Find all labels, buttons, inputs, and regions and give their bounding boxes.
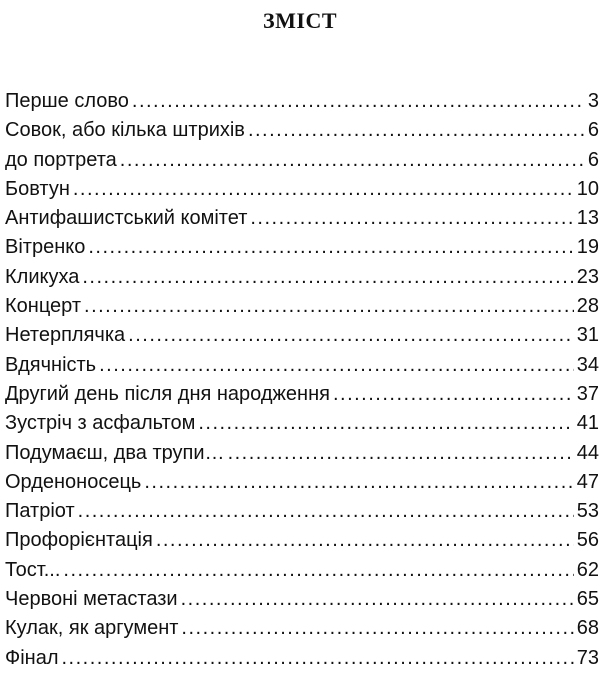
toc-entry-title: Перше слово bbox=[5, 90, 129, 112]
toc-entry-title: Фінал bbox=[5, 646, 59, 669]
dot-leader bbox=[250, 204, 573, 233]
dot-leader bbox=[120, 146, 584, 175]
toc-entry-page-number: 3 bbox=[587, 90, 599, 112]
toc-entry-page-number: 13 bbox=[576, 207, 599, 230]
toc-entry bbox=[5, 556, 599, 585]
toc-entry bbox=[5, 321, 599, 350]
toc-entry-title: Бовтун bbox=[5, 177, 70, 200]
toc-entry bbox=[5, 87, 599, 116]
toc-entry bbox=[5, 439, 599, 468]
dot-leader bbox=[132, 87, 584, 116]
dot-leader bbox=[144, 468, 573, 497]
toc-entry bbox=[5, 351, 599, 380]
toc-entry-page-number: 56 bbox=[576, 529, 599, 552]
toc-entry bbox=[5, 292, 599, 321]
toc-entry bbox=[5, 146, 599, 175]
toc-entry-title: Концерт bbox=[5, 295, 82, 318]
toc-entry-page-number: 41 bbox=[576, 412, 599, 435]
dot-leader bbox=[78, 497, 574, 526]
toc-entry bbox=[5, 526, 599, 555]
toc-entry-title: Совок, або кілька штрихів bbox=[5, 119, 245, 142]
toc-entry-page-number: 37 bbox=[576, 382, 599, 405]
toc-entry bbox=[5, 644, 599, 673]
dot-leader bbox=[181, 585, 574, 614]
toc-entry-title: Вітренко bbox=[5, 236, 86, 259]
dot-leader bbox=[63, 556, 573, 585]
toc-entry-page-number: 47 bbox=[576, 470, 599, 493]
dot-leader bbox=[128, 321, 574, 350]
toc-entry-page-number: 6 bbox=[587, 119, 599, 142]
toc-entry-title: Кулак, як аргумент bbox=[5, 617, 179, 640]
table-of-contents bbox=[5, 87, 599, 673]
toc-entry bbox=[5, 468, 599, 497]
toc-entry-page-number: 44 bbox=[576, 441, 599, 464]
toc-entry-page-number: 53 bbox=[576, 500, 599, 523]
dot-leader bbox=[181, 614, 573, 643]
toc-entry-page-number: 23 bbox=[576, 265, 599, 288]
dot-leader bbox=[333, 380, 574, 409]
toc-entry-page-number: 31 bbox=[576, 324, 599, 347]
toc-entry-title: до портрета bbox=[5, 148, 117, 171]
dot-leader bbox=[73, 175, 574, 204]
toc-entry-title: Нетерплячка bbox=[5, 324, 126, 347]
toc-entry bbox=[5, 204, 599, 233]
toc-entry-page-number: 28 bbox=[576, 295, 599, 318]
toc-entry bbox=[5, 233, 599, 262]
toc-entry-page-number: 19 bbox=[576, 236, 599, 259]
toc-entry-page-number: 68 bbox=[576, 617, 599, 640]
toc-entry-title: Орденоносець bbox=[5, 470, 142, 493]
toc-entry bbox=[5, 380, 599, 409]
toc-entry-title: Антифашистський комітет bbox=[5, 207, 248, 230]
dot-leader bbox=[84, 292, 574, 321]
toc-entry-title: Патріот bbox=[5, 500, 75, 523]
toc-entry bbox=[5, 116, 599, 145]
toc-entry-title: Вдячність bbox=[5, 353, 97, 376]
toc-entry bbox=[5, 585, 599, 614]
toc-entry bbox=[5, 175, 599, 204]
toc-entry-page-number: 6 bbox=[587, 148, 599, 171]
dot-leader bbox=[228, 439, 574, 468]
toc-entry-title: Профорієнтація bbox=[5, 529, 153, 552]
toc-entry-page-number: 73 bbox=[576, 646, 599, 669]
dot-leader bbox=[62, 644, 574, 673]
toc-entry-page-number: 62 bbox=[576, 558, 599, 581]
dot-leader bbox=[198, 409, 573, 438]
page-title: ЗМІСТ bbox=[263, 8, 337, 33]
toc-entry-page-number: 34 bbox=[576, 353, 599, 376]
toc-entry-title: Подумаєш, два трупи… bbox=[5, 441, 225, 464]
toc-entry-page-number: 65 bbox=[576, 588, 599, 611]
toc-entry-title: Тост... bbox=[5, 558, 61, 581]
toc-entry bbox=[5, 409, 599, 438]
toc-entry bbox=[5, 263, 599, 292]
toc-entry bbox=[5, 614, 599, 643]
toc-entry-page-number: 10 bbox=[576, 177, 599, 200]
dot-leader bbox=[156, 526, 574, 555]
toc-entry-title: Червоні метастази bbox=[5, 588, 178, 611]
toc-entry-title: Кликуха bbox=[5, 265, 80, 288]
dot-leader bbox=[248, 116, 584, 145]
dot-leader bbox=[82, 263, 573, 292]
dot-leader bbox=[99, 351, 574, 380]
toc-entry-title: Зустріч з асфальтом bbox=[5, 412, 196, 435]
toc-entry bbox=[5, 497, 599, 526]
dot-leader bbox=[88, 233, 573, 262]
toc-entry-title: Другий день після дня народження bbox=[5, 382, 330, 405]
